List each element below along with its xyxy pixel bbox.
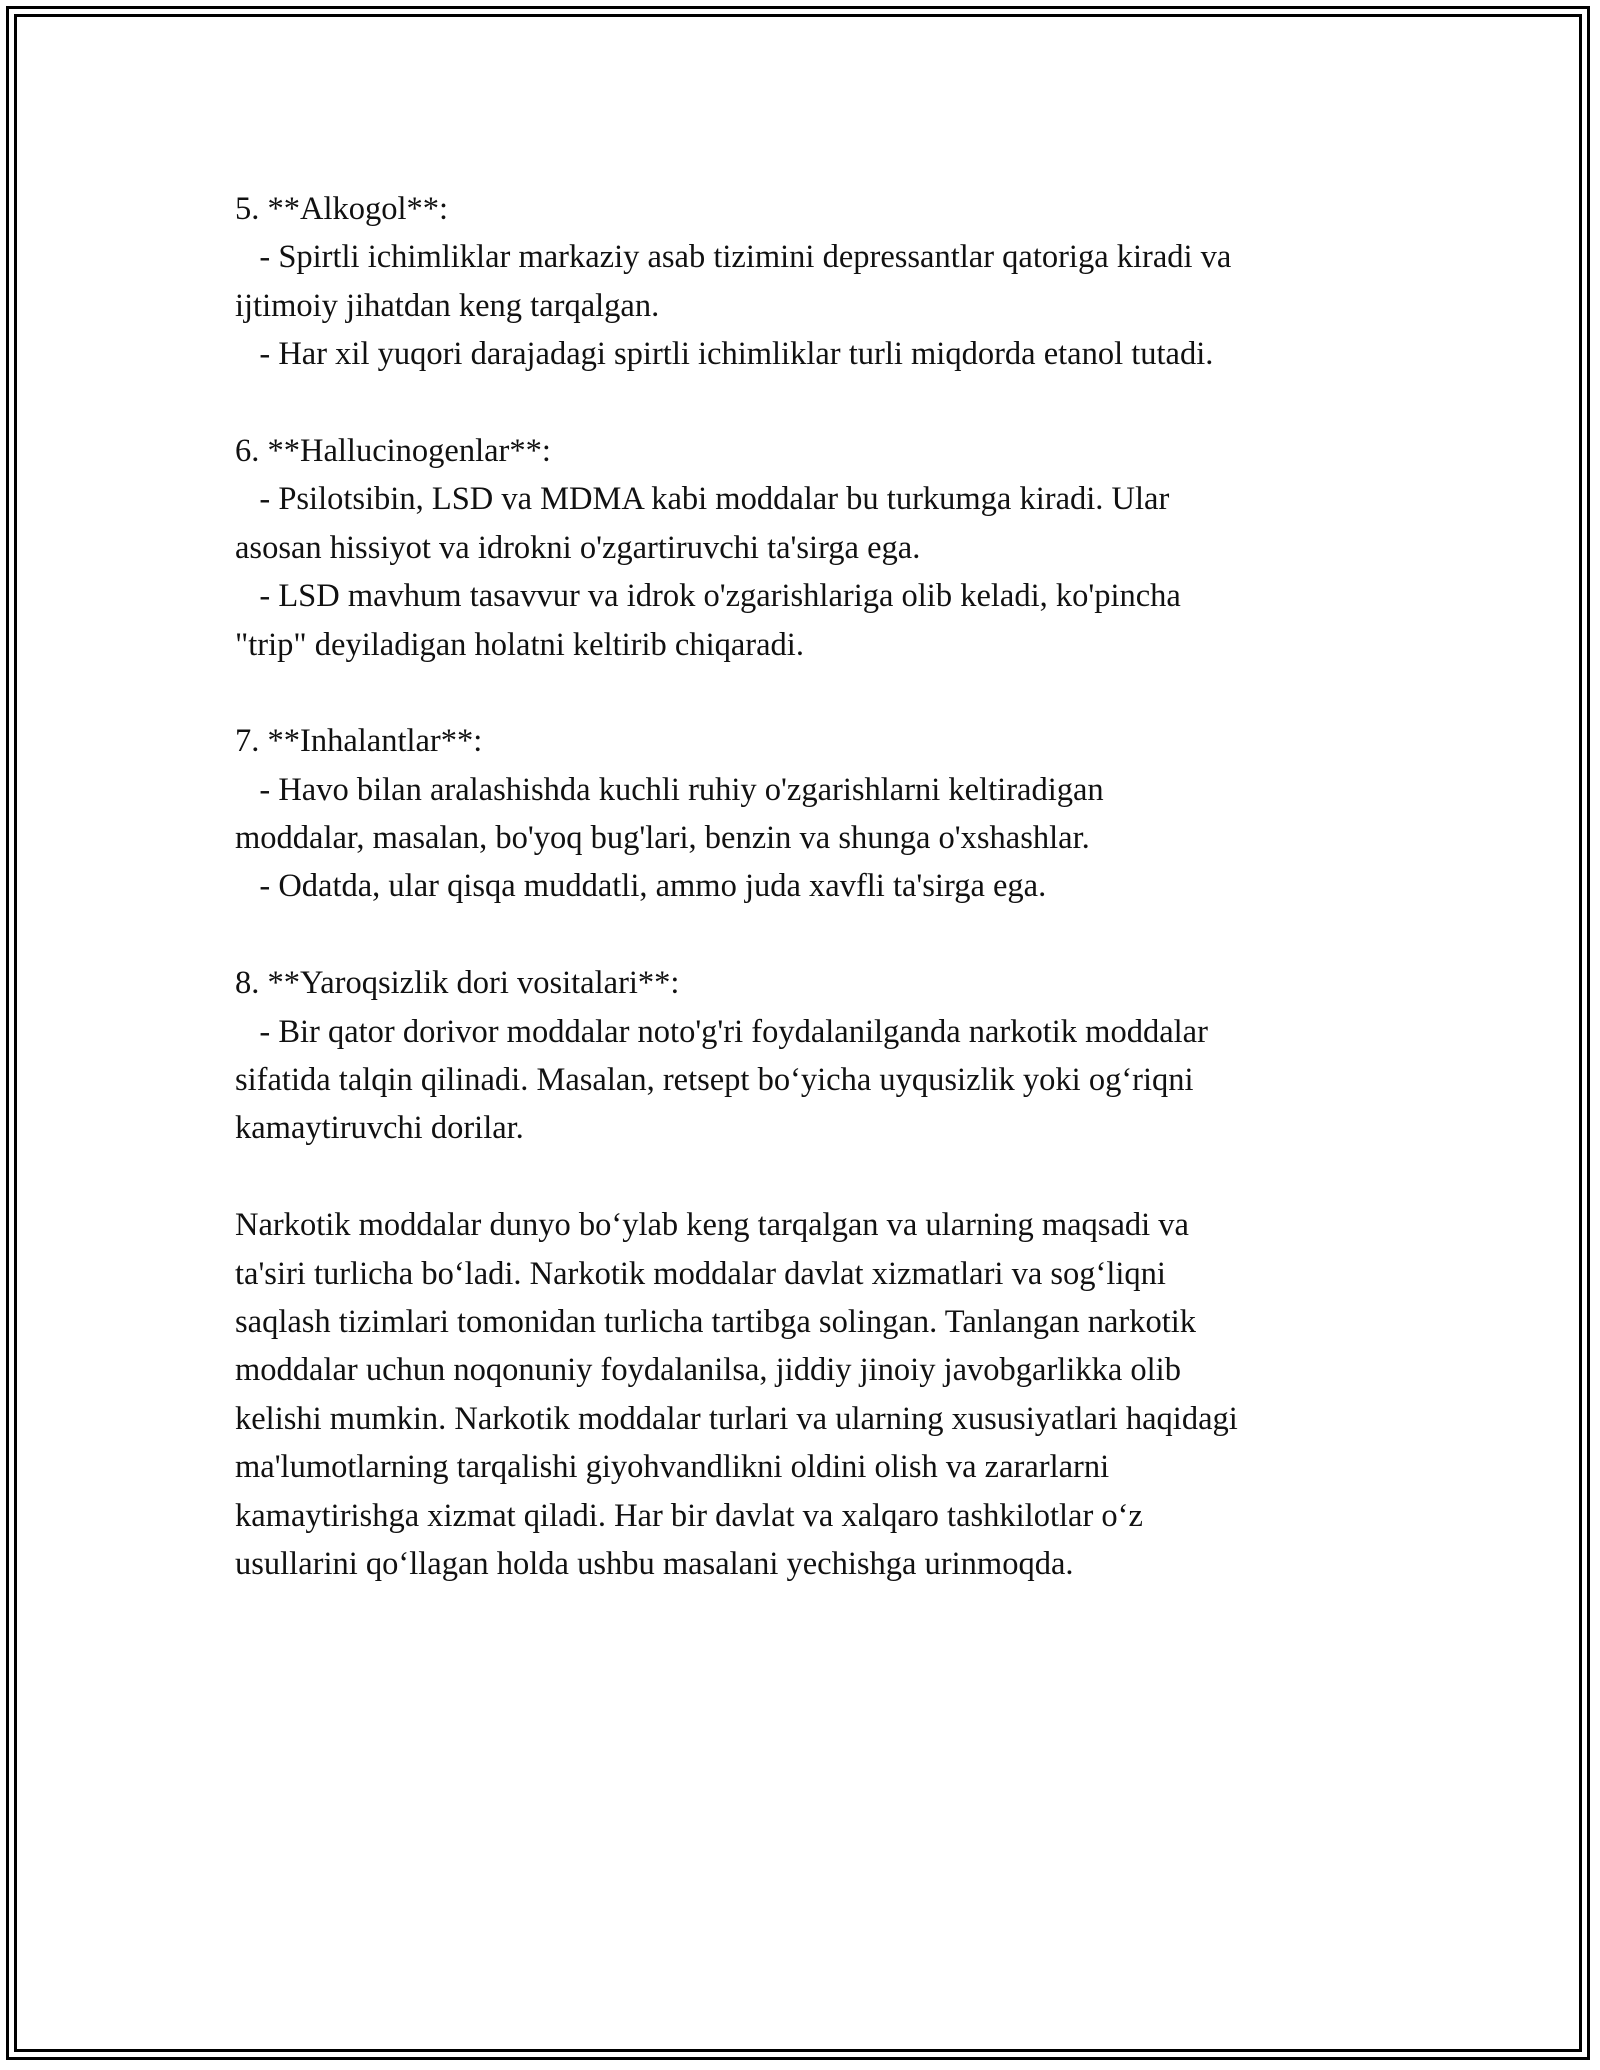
text-line: - Psilotsibin, LSD va MDMA kabi moddalar bu turkumga kiradi. Ular xyxy=(235,481,1170,518)
document-body xyxy=(235,185,1395,1588)
text-line: - Har xil yuqori darajadagi spirtli ichimliklar turli miqdorda etanol tutadi. xyxy=(235,336,1214,373)
section-heading-inhalantlar: 7. **Inhalantlar**: xyxy=(235,723,483,760)
paragraph-line: saqlash tizimlari tomonidan turlicha tartibga solingan. Tanlangan narkotik xyxy=(235,1303,1197,1340)
text-line: - Havo bilan aralashishda kuchli ruhiy o'zgarishlarni keltiradigan xyxy=(235,771,1104,808)
blank-line xyxy=(235,669,1395,717)
text-line: asosan hissiyot va idrokni o'zgartiruvchi ta'sirga ega. xyxy=(235,529,921,566)
text-line: - Spirtli ichimliklar markaziy asab tizimini depressantlar qatoriga kiradi va xyxy=(235,239,1232,276)
text-line: ijtimoiy jihatdan keng tarqalgan. xyxy=(235,287,660,324)
blank-line xyxy=(235,379,1395,427)
paragraph-line: Narkotik moddalar dunyo bo‘ylab keng tarqalgan va ularning maqsadi va xyxy=(235,1207,1189,1244)
text-line: sifatida talqin qilinadi. Masalan, retsept bo‘yicha uyqusizlik yoki og‘riqni xyxy=(235,1062,1194,1099)
text-line: kamaytiruvchi dorilar. xyxy=(235,1110,524,1147)
blank-line xyxy=(235,911,1395,959)
section-heading-hallucinogenlar: 6. **Hallucinogenlar**: xyxy=(235,432,551,469)
text-line: - Bir qator dorivor moddalar noto'g'ri foydalanilganda narkotik moddalar xyxy=(235,1013,1208,1050)
paragraph-line: kelishi mumkin. Narkotik moddalar turlari va ularning xususiyatlari haqidagi xyxy=(235,1400,1238,1437)
text-line: moddalar, masalan, bo'yoq bug'lari, benzin va shunga o'xshashlar. xyxy=(235,820,1090,857)
blank-line xyxy=(235,1153,1395,1201)
paragraph-line: usullarini qo‘llagan holda ushbu masalani yechishga urinmoqda. xyxy=(235,1545,1074,1582)
section-heading-alkogol: 5. **Alkogol**: xyxy=(235,191,449,227)
text-line: - LSD mavhum tasavvur va idrok o'zgarishlariga olib keladi, ko'pincha xyxy=(235,578,1181,615)
text-line: "trip" deyiladigan holatni keltirib chiqaradi. xyxy=(235,626,804,663)
paragraph-line: ma'lumotlarning tarqalishi giyohvandlikni oldini olish va zararlarni xyxy=(235,1449,1110,1486)
section-heading-yaroqsizlik: 8. **Yaroqsizlik dori vositalari**: xyxy=(235,965,680,1002)
paragraph-line: ta'siri turlicha bo‘ladi. Narkotik moddalar davlat xizmatlari va sog‘liqni xyxy=(235,1255,1166,1292)
text-line: - Odatda, ular qisqa muddatli, ammo juda xavfli ta'sirga ega. xyxy=(235,868,1047,905)
paragraph-line: kamaytirishga xizmat qiladi. Har bir davlat va xalqaro tashkilotlar o‘z xyxy=(235,1497,1143,1534)
paragraph-line: moddalar uchun noqonuniy foydalanilsa, jiddiy jinoiy javobgarlikka olib xyxy=(235,1352,1181,1389)
